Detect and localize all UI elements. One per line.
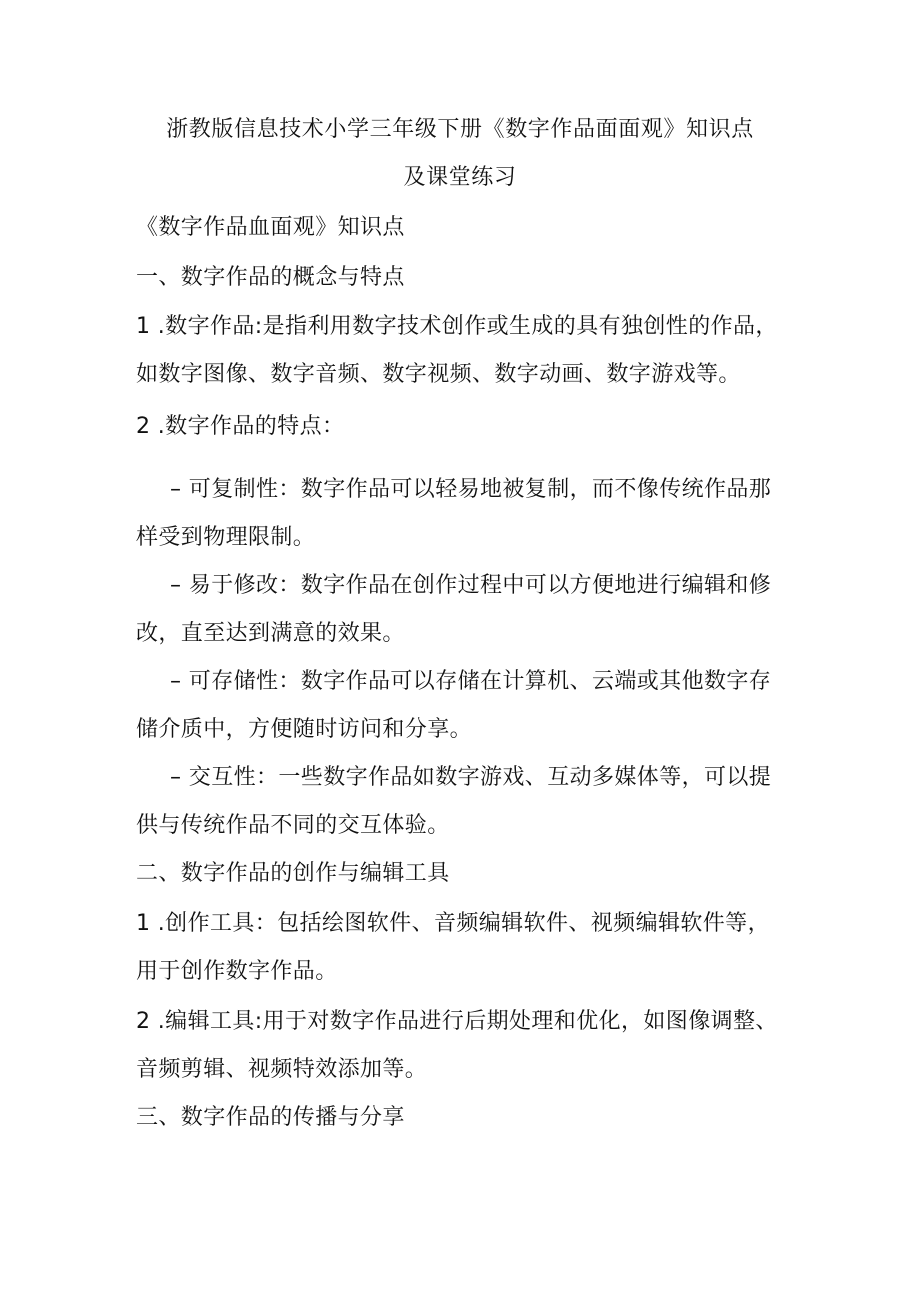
section-1-heading: 一、数字作品的概念与特点	[136, 265, 405, 290]
section-2-item-2-line-1: 2 .编辑工具:用于对数字作品进行后期处理和优化，如图像调整、	[136, 1009, 778, 1034]
feature-storability-line-1: – 可存储性：数字作品可以存储在计算机、云端或其他数字存	[170, 669, 772, 694]
section-2-item-1-line-2: 用于创作数字作品。	[136, 959, 338, 984]
section-2-item-1-line-1: 1 .创作工具：包括绘图软件、音频编辑软件、视频编辑软件等，	[136, 911, 770, 936]
feature-storability-line-2: 储介质中，方便随时访问和分享。	[136, 717, 473, 742]
feature-editability-line-1: – 易于修改：数字作品在创作过程中可以方便地进行编辑和修	[170, 573, 772, 598]
section-1-item-2: 2 .数字作品的特点：	[136, 414, 345, 439]
feature-copyability-line-1: – 可复制性：数字作品可以轻易地被复制，而不像传统作品那	[170, 477, 772, 502]
feature-editability-line-2: 改，直至达到满意的效果。	[136, 621, 405, 646]
feature-interactivity-line-2: 供与传统作品不同的交互体验。	[136, 813, 450, 838]
section-1-item-1-line-1: 1 .数字作品:是指利用数字技术创作或生成的具有独创性的作品，	[136, 314, 778, 339]
feature-interactivity-line-1: – 交互性：一些数字作品如数字游戏、互动多媒体等，可以提	[170, 765, 772, 790]
section-2-heading: 二、数字作品的创作与编辑工具	[136, 861, 450, 886]
section-1-item-1-line-2: 如数字图像、数字音频、数字视频、数字动画、数字游戏等。	[136, 362, 741, 387]
section-2-item-2-line-2: 音频剪辑、视频特效添加等。	[136, 1057, 428, 1082]
section-3-heading: 三、数字作品的传播与分享	[136, 1105, 405, 1130]
document-subheading: 《数字作品血面观》知识点	[136, 215, 405, 240]
feature-copyability-line-2: 样受到物理限制。	[136, 525, 316, 550]
document-title-line-1: 浙教版信息技术小学三年级下册《数字作品面面观》知识点	[166, 117, 754, 142]
document-title-line-2: 及课堂练习	[403, 165, 517, 190]
